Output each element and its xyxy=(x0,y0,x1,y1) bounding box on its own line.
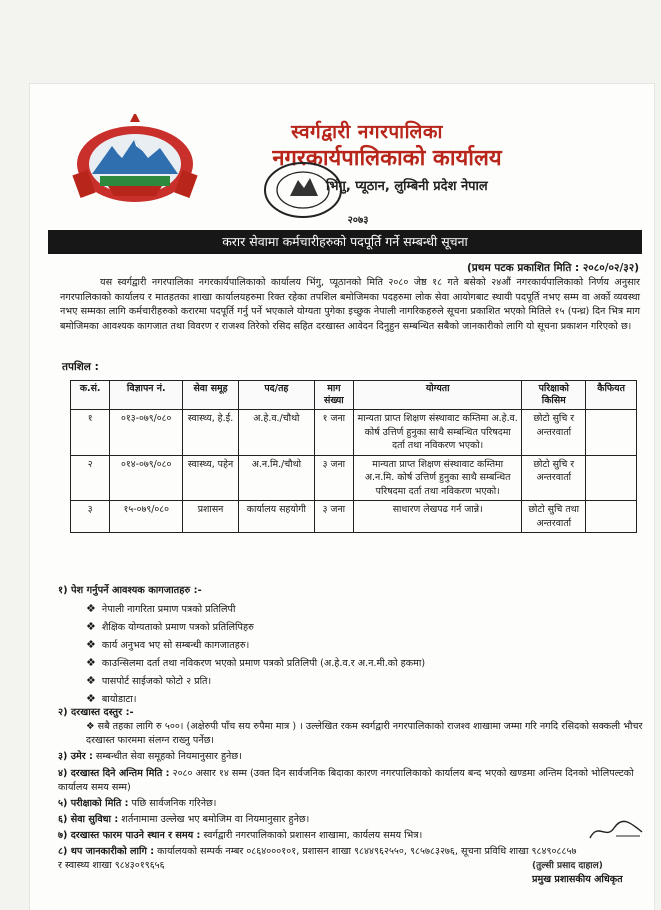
office-title: नगरकार्यपालिकाको कार्यालय xyxy=(272,146,502,171)
table-row xyxy=(71,455,637,501)
cell-exam: छोटो सुचि र अन्तरवार्ता xyxy=(522,410,586,456)
note-text: कार्यालयको सम्पर्क नम्बर ०८६४०००१०१, प्रशासन शाखा ९८४४९६२५५०, ९८५७८३२७६, सूचना प्रविधि शाखा ९८४९०८८५७ र स्वास्थ्य शाखा ९८४३०१९६५६ xyxy=(58,846,577,872)
cell-service: प्रशासन xyxy=(183,501,239,533)
note-label: ७) दरखास्त फारम पाउने स्थान र समय : xyxy=(58,830,201,841)
table-label: तपशिल : xyxy=(62,361,99,373)
cell-ad-no: १५-०७९/०८० xyxy=(110,501,183,533)
doc-item xyxy=(86,692,136,705)
col-post: पद/तह xyxy=(238,381,314,410)
cell-exam: छोटो सुचि तथा अन्तरवार्ता xyxy=(522,501,586,533)
diamond-bullet-icon: ❖ xyxy=(86,721,98,732)
doc-item-text: काउन्सिलमा दर्ता तथा नविकरण भएको प्रमाण पत्रको प्रतिलिपी (अ.हे.व.र अ.न.मी.को हकमा) xyxy=(101,658,426,669)
cell-post: कार्यालय सहयोगी xyxy=(238,501,314,533)
note-age xyxy=(58,750,643,764)
note-text: सम्बन्धीत सेवा समूहको नियमानुसार हुनेछ। xyxy=(95,751,242,762)
intro-paragraph: यस स्वर्गद्वारी नगरपालिका नगरकार्यपालिकाको कार्यालय भिंगु, प्यूठानको मिति २०८० जेष्ठ १८ गते बसेको २४औं नगरकार्यपालिकाको निर्णय अनुसार नगरपालिकाको कार्यालय र मातहतका शाखा कार्यालयहरुमा रिक्त रहेका तपशिल बमोजिमका पदहरुमा लोक सेवा आयोगबाट स्थायी पदपूर्ति नभए सम्म वा अर्को व्यवस्था नभए सम्मका लागि कर्मचारीहरुको करारमा पदपूर्ति गर्नु पर्ने भएकाले योग्यता पुगेका इच्छुक नेपाली नागरिकहरुले सूचना प्रकाशित भएको मितिले १५ (पन्ध्र) दिन भित्र माग बमोजिमका आवश्यक कागजात तथा विवरण र राजश्व तिरेको रसिद सहित दरखास्त आवेदन दिनुहुन सम्बन्धित सबैको जानकारीको लागि यो सूचना प्रकाशन गरिएको छ। xyxy=(60,277,640,333)
cell-sn: १ xyxy=(71,410,110,456)
col-service: सेवा समूह xyxy=(183,381,239,410)
doc-item xyxy=(86,602,235,615)
table-row xyxy=(71,501,637,533)
doc-item xyxy=(86,620,254,633)
cell-post: अ.हे.व./चौथो xyxy=(238,410,314,456)
note-text: शर्तनामामा उल्लेख भए बमोजिम वा नियमानुसार हुनेछ। xyxy=(121,814,310,825)
cell-service: स्वास्थ्य, हे.ई. xyxy=(183,410,239,456)
cell-remark xyxy=(586,501,637,533)
cell-remark xyxy=(586,455,637,501)
cell-qualification: मान्यता प्राप्त शिक्षण संस्थावाट कम्तिमा अ.न.मि. कोर्ष उत्तिर्ण हुनुका साथै सम्बन्धित परिषदमा दर्ता तथा नविकरण भएको। xyxy=(353,455,521,501)
doc-item-text: बायोडाटा। xyxy=(101,694,137,705)
establishment-year: २०७३ xyxy=(347,215,369,226)
cell-count: ३ जना xyxy=(314,501,353,533)
nepal-emblem-icon xyxy=(70,114,200,206)
col-exam: परिक्षाको किसिम xyxy=(522,381,586,410)
note-text: २०८० असार १४ सम्म (उक्त दिन सार्वजनिक बिदाका कारण नगरपालिकाको कार्यालय बन्द भएको खण्डमा अन्तिम दिनको भोलिपल्टको कार्यालय समय सम्म) xyxy=(58,768,634,794)
note-text: पछि सार्वजनिक गरिनेछ। xyxy=(131,798,217,809)
note-form-place xyxy=(58,829,643,843)
cell-service: स्वास्थ्य, पहेन xyxy=(183,455,239,501)
note-contact xyxy=(58,845,578,873)
doc-item xyxy=(86,656,425,669)
col-qualification: योग्यता xyxy=(353,381,521,410)
diamond-bullet-icon: ❖ xyxy=(86,692,96,705)
diamond-bullet-icon: ❖ xyxy=(86,638,96,651)
notice-banner: करार सेवामा कर्मचारीहरुको पदपूर्ति गर्ने सम्बन्धी सूचना xyxy=(48,230,642,254)
office-address: भिंगु, प्यूठान, लुम्बिनी प्रदेश नेपाल xyxy=(326,179,488,194)
vacancy-table xyxy=(70,380,637,533)
doc-item-text: कार्य अनुभव भए सो सम्बन्धी कागजातहरु। xyxy=(101,640,250,651)
note-label: ६) सेवा सुविधा : xyxy=(58,814,119,825)
fee-text-body: सबै तहका लागि रु ५००। (अक्षेरुपी पाँच सय रुपैमा मात्र ) । उल्लेखित रकम स्वर्गद्वारी नगरपालिकाको राजश्व शाखामा जम्मा गरि नगदि रसिदको सक्कली भौचर दरखास्त फारममा संलग्न राख्नु पर्नेछ। xyxy=(86,721,643,747)
col-ad-no: विज्ञापन नं. xyxy=(110,381,183,410)
cell-exam: छोटो सुचि र अन्तरवार्ता xyxy=(522,455,586,501)
doc-item-text: शैक्षिक योग्यताको प्रमाण पत्रको प्रतिलिपिहरु xyxy=(101,622,254,633)
table-header-row xyxy=(71,381,637,410)
officer-name: (तुल्सी प्रसाद दाहाल) xyxy=(532,861,603,871)
note-label: ४) दरखास्त दिने अन्तिम मिति : xyxy=(58,768,170,779)
cell-post: अ.न.मि./चौथो xyxy=(238,455,314,501)
doc-item-text: नेपाली नागरिता प्रमाण पत्रको प्रतिलिपी xyxy=(101,604,236,615)
cell-ad-no: ०१४-०७९/०८० xyxy=(110,455,183,501)
note-label: ५) परीक्षाको मिति : xyxy=(58,798,129,809)
note-exam-date xyxy=(58,797,643,811)
cell-count: १ जना xyxy=(314,410,353,456)
note-label: ८) थप जानकारीको लागि : xyxy=(58,846,155,857)
cell-remark xyxy=(586,410,637,456)
officer-title: प्रमुख प्रशासकीय अधिकृत xyxy=(532,874,623,885)
note-deadline xyxy=(58,767,643,795)
col-sn: क.सं. xyxy=(71,381,110,410)
note-text: स्वर्गद्वारी नगरपालिकाको प्रशासन शाखामा, कार्यलय समय भित्र। xyxy=(203,830,423,841)
cell-sn: ३ xyxy=(71,501,110,533)
fee-heading: २) दरखास्त दस्तुर :- xyxy=(58,707,134,718)
diamond-bullet-icon: ❖ xyxy=(86,656,96,669)
diamond-bullet-icon: ❖ xyxy=(86,602,96,615)
note-facility xyxy=(58,813,643,827)
diamond-bullet-icon: ❖ xyxy=(86,674,96,687)
doc-item xyxy=(86,638,249,651)
table-row xyxy=(71,410,637,456)
note-label: ३) उमेर : xyxy=(58,751,93,762)
col-remark: कैफियत xyxy=(586,381,637,410)
signature-icon xyxy=(586,818,646,844)
municipality-title: स्वर्गद्वारी नगरपालिका xyxy=(291,121,443,143)
cell-qualification: मान्यता प्राप्त शिक्षण संस्थावाट कम्तिमा अ.हे.व. कोर्ष उत्तिर्ण हुनुका साथै सम्बन्धित परिषदमा दर्ता तथा नविकरण भएको। xyxy=(353,410,521,456)
publication-date: (प्रथम पटक प्रकाशित मिति : २०८०/०२/३२) xyxy=(466,262,639,274)
cell-qualification: साधारण लेखपढ गर्न जान्ने। xyxy=(353,501,521,533)
doc-item-text: पासपोर्ट साईजको फोटो २ प्रति। xyxy=(101,676,212,687)
docs-heading: १) पेश गर्नुपर्ने आवश्यक कागजातहरु :- xyxy=(58,585,202,596)
cell-sn: २ xyxy=(71,455,110,501)
cell-ad-no: ०१३-०७९/०८० xyxy=(110,410,183,456)
cell-count: ३ जना xyxy=(314,455,353,501)
fee-text xyxy=(86,720,644,748)
diamond-bullet-icon: ❖ xyxy=(86,620,96,633)
col-count: माग संख्या xyxy=(314,381,353,410)
doc-item xyxy=(86,674,211,687)
